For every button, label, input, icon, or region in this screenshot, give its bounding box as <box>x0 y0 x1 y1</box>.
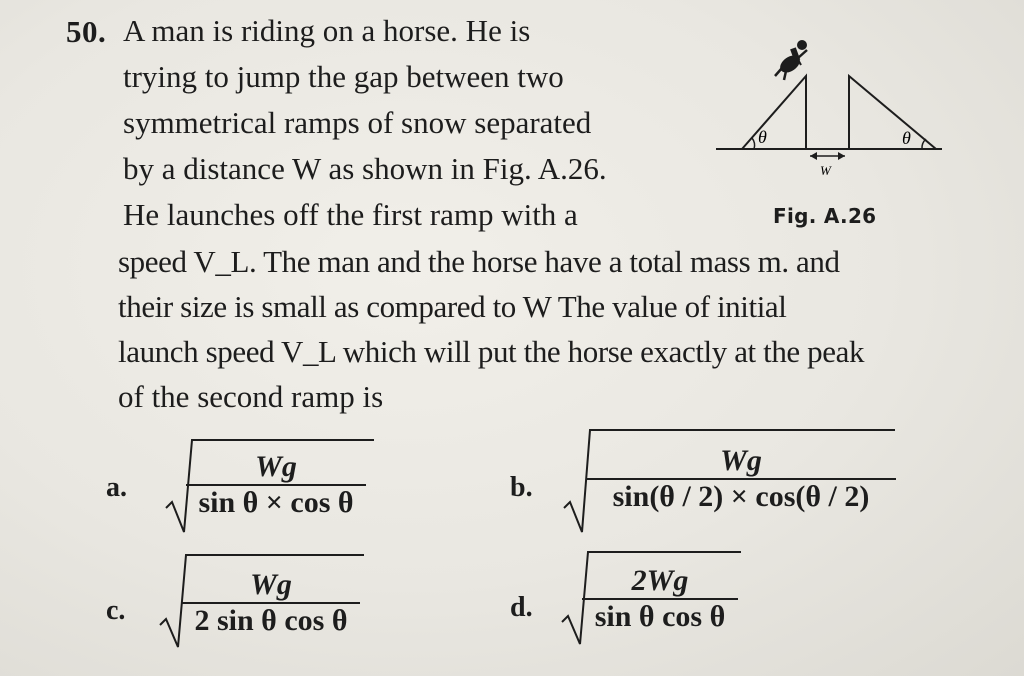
option-b-denominator: sin(θ / 2) × cos(θ / 2) <box>586 478 896 514</box>
ramp-diagram <box>714 30 944 180</box>
question-line-7: their size is small as compared to W The value of initial <box>118 289 787 324</box>
question-line-1: A man is riding on a horse. He is <box>123 13 531 48</box>
option-d-numerator: 2Wg <box>631 564 689 597</box>
question-line-2: trying to jump the gap between two <box>123 59 564 94</box>
option-b-fraction <box>586 444 896 514</box>
ramp-figure <box>714 30 944 185</box>
option-b-label: b. <box>510 472 533 503</box>
option-c-numerator: Wg <box>250 568 292 601</box>
gap-arrow-left-head <box>810 152 817 160</box>
right-ramp <box>849 76 936 149</box>
theta-right-label: θ <box>902 128 911 148</box>
option-c-fraction <box>182 568 360 638</box>
gap-arrow-right-head <box>838 152 845 160</box>
question-line-4: by a distance W as shown in Fig. A.26. <box>123 151 607 186</box>
question-line-6: speed V_L. The man and the horse have a total mass m. and <box>118 244 840 279</box>
question-line-8: launch speed V_L which will put the horse exactly at the peak <box>118 334 865 369</box>
horse-rider-icon <box>775 40 807 80</box>
right-angle-arc <box>922 139 926 149</box>
option-a-numerator: Wg <box>255 450 297 483</box>
figure-caption: Fig. A.26 <box>773 204 877 228</box>
question-line-9: of the second ramp is <box>118 379 384 414</box>
option-c-label: c. <box>106 595 126 626</box>
option-a-denominator: sin θ × cos θ <box>186 484 366 520</box>
option-b-numerator: Wg <box>720 444 762 477</box>
left-angle-arc <box>752 138 755 149</box>
option-a-fraction <box>186 450 366 520</box>
question-number: 50. <box>66 14 107 49</box>
option-d-label: d. <box>510 592 533 623</box>
option-a-label: a. <box>106 472 127 503</box>
left-ramp <box>742 76 806 149</box>
question-line-5: He launches off the first ramp with a <box>123 197 578 232</box>
option-c-denominator: 2 sin θ cos θ <box>182 602 360 638</box>
option-d-denominator: sin θ cos θ <box>582 598 738 634</box>
option-d-fraction <box>582 564 738 634</box>
theta-left-label: θ <box>758 127 767 147</box>
gap-label: W <box>820 163 831 178</box>
question-line-3: symmetrical ramps of snow separated <box>123 105 592 140</box>
